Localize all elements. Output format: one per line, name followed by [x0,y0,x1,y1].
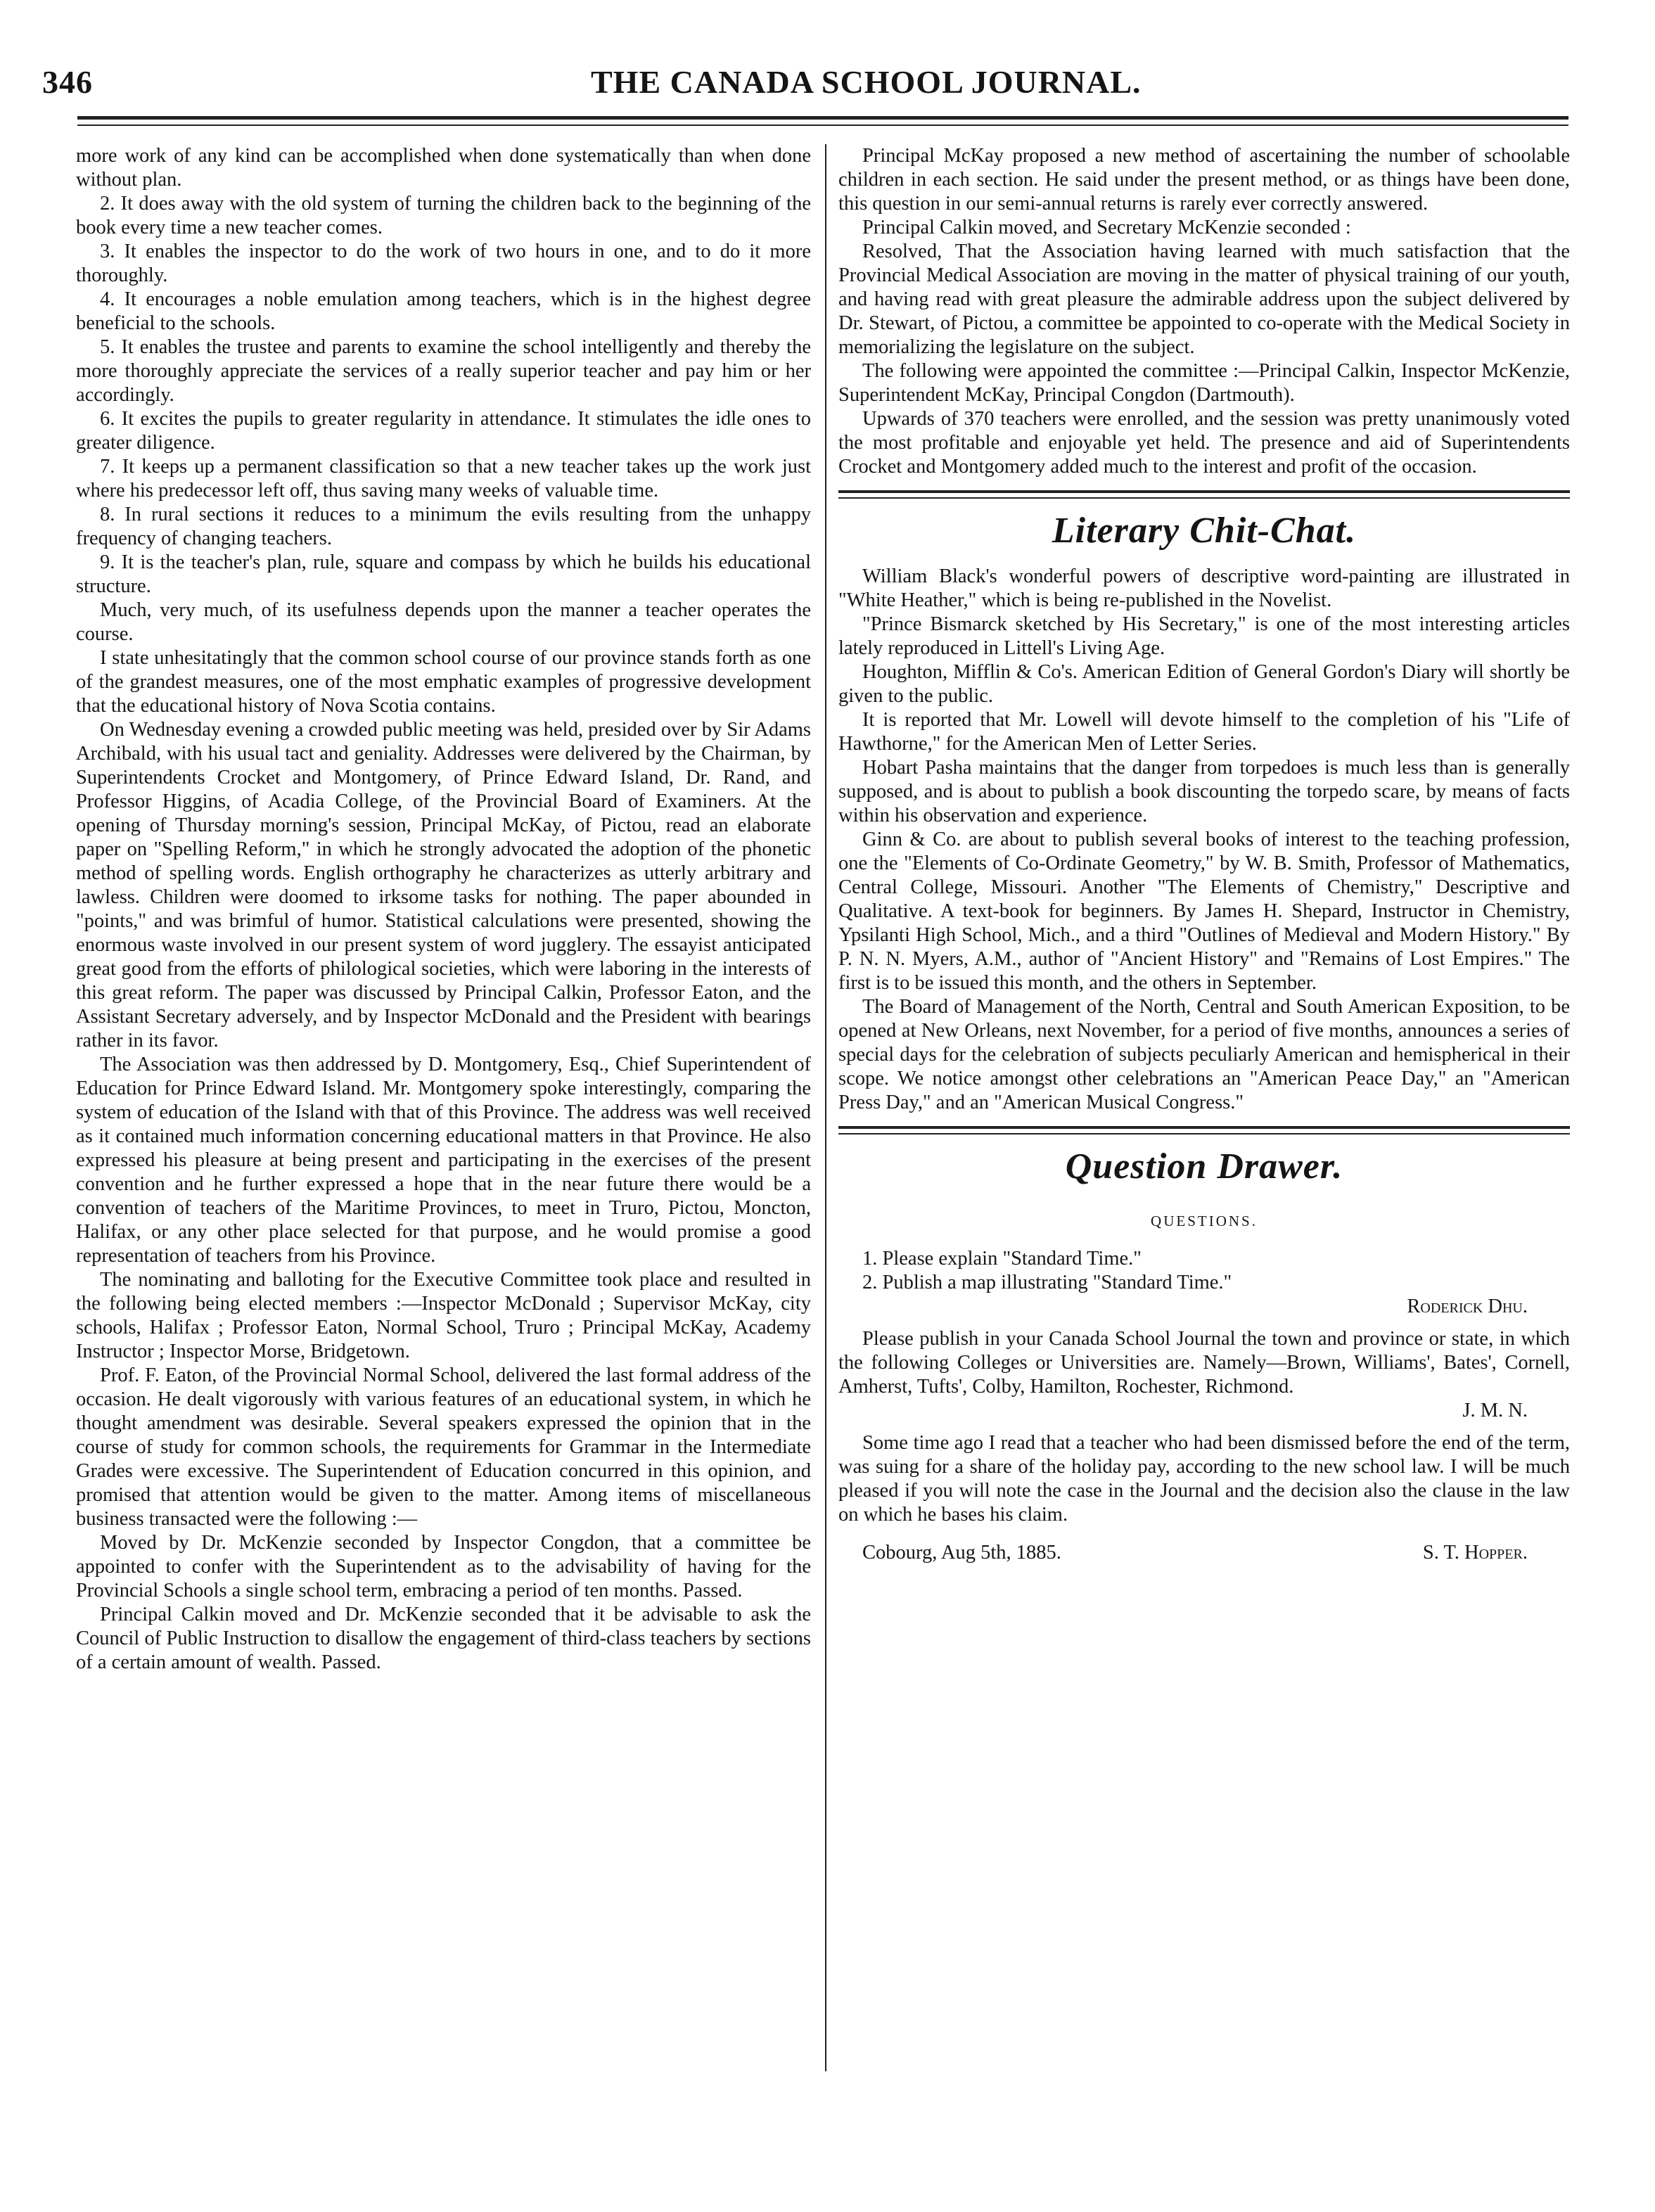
paragraph: 3. It enables the inspector to do the work of two hours in one, and to do it more thoroughly. [76,241,811,286]
literary-paragraph: It is reported that Mr. Lowell will devote himself to the completion of his "Life of Hawthorne," for the American Men of Letter Series. [838,709,1570,755]
question-paragraph: Please publish in your Canada School Journal the town and province or state, in which the following Colleges or Universities are. Namely—Brown, Williams', Bates', Cornell, Amherst, Tufts', Colby, Hamilton, Rochester, Richmond. [838,1328,1570,1398]
paragraph: Moved by Dr. McKenzie seconded by Inspector Congdon, that a committee be appointed to confer with the Superintendent as to the advisability of having for the Provincial Schools a single school term, embracing a period of ten months. Passed. [76,1532,811,1602]
paragraph: 5. It enables the trustee and parents to examine the school intelligently and thereby the more thoroughly appreciate the services of a really superior teacher and pay him or her accordingly. [76,336,811,406]
paragraph: Principal McKay proposed a new method of ascertaining the number of schoolable children in each section. He said under the present method, or as things have been done, this question in our semi-annual returns is rarely ever correctly answered. [838,145,1570,215]
page-header [42,63,1561,106]
question-item: 2. Publish a map illustrating "Standard Time." [862,1272,1232,1293]
literary-paragraph: Ginn & Co. are about to publish several books of interest to the teaching profession, one the "Elements of Co-Ordinate Geometry," by W. B. Smith, Professor of Mathematics, Central College, Missouri. Another "The Elements of Chemistry," Descriptive and Qualitative. A text-book for beginners. By James H. Shepard, Instructor in Chemistry, Ypsilanti High School, Mich., and a third "Outlines of Medieval and Modern History." By P. N. N. Myers, A.M., author of "Ancient History" and "Remains of Lost Empires." The first is to be issued this month, and the others in September. [838,829,1570,994]
literary-paragraph: William Black's wonderful powers of descriptive word-painting are illustrated in "White Heather," which is being re-published in the Novelist. [838,565,1570,611]
question-paragraph: Some time ago I read that a teacher who had been dismissed before the end of the term, was suing for a share of the holiday pay, according to the new school law. I will be much pleased if you will note the case in the Journal and the decision also the clause in the law on which he bases his claim. [838,1432,1570,1526]
paragraph: Prof. F. Eaton, of the Provincial Normal School, delivered the last formal address of the occasion. He dealt vigorously with various features of an educational system, in which he thought amendment was desirable. Several speakers expressed the opinion that in the course of study for common schools, the requirements for Grammar in the Intermediate Grades were excessive. The Superintendent of Education concurred in this opinion, and promised that attention would be given to the matter. Among items of miscellaneous business transacted were the following :— [76,1364,811,1530]
paragraph: more work of any kind can be accomplished when done systematically than when done without plan. [76,145,811,191]
signature-st-hopper: S. T. Hopper. [1422,1542,1528,1564]
paragraph: On Wednesday evening a crowded public meeting was held, presided over by Sir Adams Archibald, with his usual tact and geniality. Addresses were delivered by the Chairman, by Superintendents Crocket and Montgomery, of Prince Edward Island, Dr. Rand, and Professor Higgins, of Acadia College, of the Provincial Board of Examiners. At the opening of Thursday morning's session, Principal McKay, of Pictou, read an elaborate paper on "Spelling Reform," in which he strongly advocated the adoption of the phonetic method of spelling words. English orthography he characterizes as utterly arbitrary and lawless. Children were doomed to irksome tasks for nothing. The paper abounded in "points," and was brimful of humor. Statistical calculations were presented, showing the enormous waste involved in our present system of word jugglery. The essayist anticipated great good from the efforts of philological societies, which were laboring in the interests of this great reform. The paper was discussed by Principal Calkin, Professor Eaton, and the Assistant Secretary adversely, and by Inspector McDonald and the President with bearings rather in its favor. [76,719,811,1051]
section-rule-thin [838,1133,1570,1134]
question-item: 1. Please explain "Standard Time." [862,1248,1142,1270]
literary-paragraph: The Board of Management of the North, Central and South American Exposition, to be opened at New Orleans, next November, for a period of five months, announces a series of special days for the celebration of subjects peculiarly American and hemispherical in their scope. We notice amongst other celebrations an "American Peace Day," an "American Press Day," and an "American Musical Congress." [838,996,1570,1113]
paragraph: The Association was then addressed by D. Montgomery, Esq., Chief Superintendent of Education for Prince Edward Island. Mr. Montgomery spoke interestingly, comparing the system of education of the Island with that of this Province. The address was well received as it contained much information concerning educational matters in that Province. He also expressed his pleasure at being present and participating in the exercises of the present convention and he further expressed a hope that in the near future there would be a convention of teachers of the Maritime Provinces, to meet in Truro, Pictou, Moncton, Halifax, or any other place selected for that purpose, and he would promise a good representation of teachers from his Province. [76,1054,811,1267]
paragraph: The nominating and balloting for the Executive Committee took place and resulted in the following being elected members :—Inspector McDonald ; Supervisor McKay, city schools, Halifax ; Professor Eaton, Normal School, Truro ; Principal McKay, Academy Instructor ; Inspector Morse, Bridgetown. [76,1269,811,1362]
paragraph: The following were appointed the committee :—Principal Calkin, Inspector McKenzie, Superintendent McKay, Principal Congdon (Dartmouth). [838,360,1570,406]
section-rule [838,490,1570,493]
literary-paragraph: "Prince Bismarck sketched by His Secretary," is one of the most interesting articles lately reproduced in Littell's Living Age. [838,613,1570,659]
question-drawer-heading: Question Drawer. [1065,1146,1343,1187]
journal-title: THE CANADA SCHOOL JOURNAL. [591,64,1142,100]
paragraph: 9. It is the teacher's plan, rule, square and compass by which he builds his educational structure. [76,551,811,597]
literary-paragraph: Hobart Pasha maintains that the danger from torpedoes is much less than is generally supposed, and is about to publish a book discounting the torpedo scare, by means of facts within his observation and experience. [838,757,1570,826]
paragraph: Resolved, That the Association having learned with much satisfaction that the Provincial Medical Association are moving in the matter of physical training of our youth, and having read with great pleasure the admirable address upon the subject delivered by Dr. Stewart, of Pictou, a committee be appointed to co-operate with the Medical Society in memorializing the legislature on the subject. [838,241,1570,358]
section-rule-thin [838,497,1570,499]
dateline: Cobourg, Aug 5th, 1885. [862,1542,1061,1564]
literary-paragraph: Houghton, Mifflin & Co's. American Edition of General Gordon's Diary will shortly be given to the public. [838,661,1570,707]
paragraph: 7. It keeps up a permanent classification so that a new teacher takes up the work just where his predecessor left off, thus saving many weeks of valuable time. [76,456,811,501]
signature-roderick-dhu: Roderick Dhu. [1407,1296,1528,1317]
paragraph: I state unhesitatingly that the common school course of our province stands forth as one of the grandest measures, one of the most emphatic examples of progressive development that the educational history of Nova Scotia contains. [76,647,811,717]
right-column [838,144,1570,1565]
header-rule-thick [77,116,1568,120]
column-divider [825,144,826,2071]
left-column [76,144,811,1675]
signature-jmn: J. M. N. [1462,1400,1528,1421]
paragraph: Principal Calkin moved and Dr. McKenzie seconded that it be advisable to ask the Council of Public Instruction to disallow the engagement of third-class teachers by sections of a certain amount of wealth. Passed. [76,1604,811,1673]
questions-subheading: QUESTIONS. [1151,1213,1258,1229]
paragraph: Much, very much, of its usefulness depends upon the manner a teacher operates the course. [76,599,811,645]
paragraph: 6. It excites the pupils to greater regularity in attendance. It stimulates the idle ones to greater diligence. [76,408,811,454]
paragraph: Upwards of 370 teachers were enrolled, and the session was pretty unanimously voted the most profitable and enjoyable yet held. The presence and aid of Superintendents Crocket and Montgomery added much to the interest and profit of the occasion. [838,408,1570,478]
paragraph: 8. In rural sections it reduces to a minimum the evils resulting from the unhappy frequency of changing teachers. [76,504,811,549]
dateline-row [838,1541,1570,1565]
header-rule-thin [77,124,1568,126]
page-number: 346 [42,64,93,100]
literary-chit-chat-heading: Literary Chit-Chat. [1052,511,1357,551]
paragraph: 2. It does away with the old system of turning the children back to the beginning of the book every time a new teacher comes. [76,193,811,238]
section-rule [838,1126,1570,1129]
paragraph: 4. It encourages a noble emulation among teachers, which is in the highest degree beneficial to the schools. [76,288,811,334]
paragraph: Principal Calkin moved, and Secretary McKenzie seconded : [862,217,1351,238]
